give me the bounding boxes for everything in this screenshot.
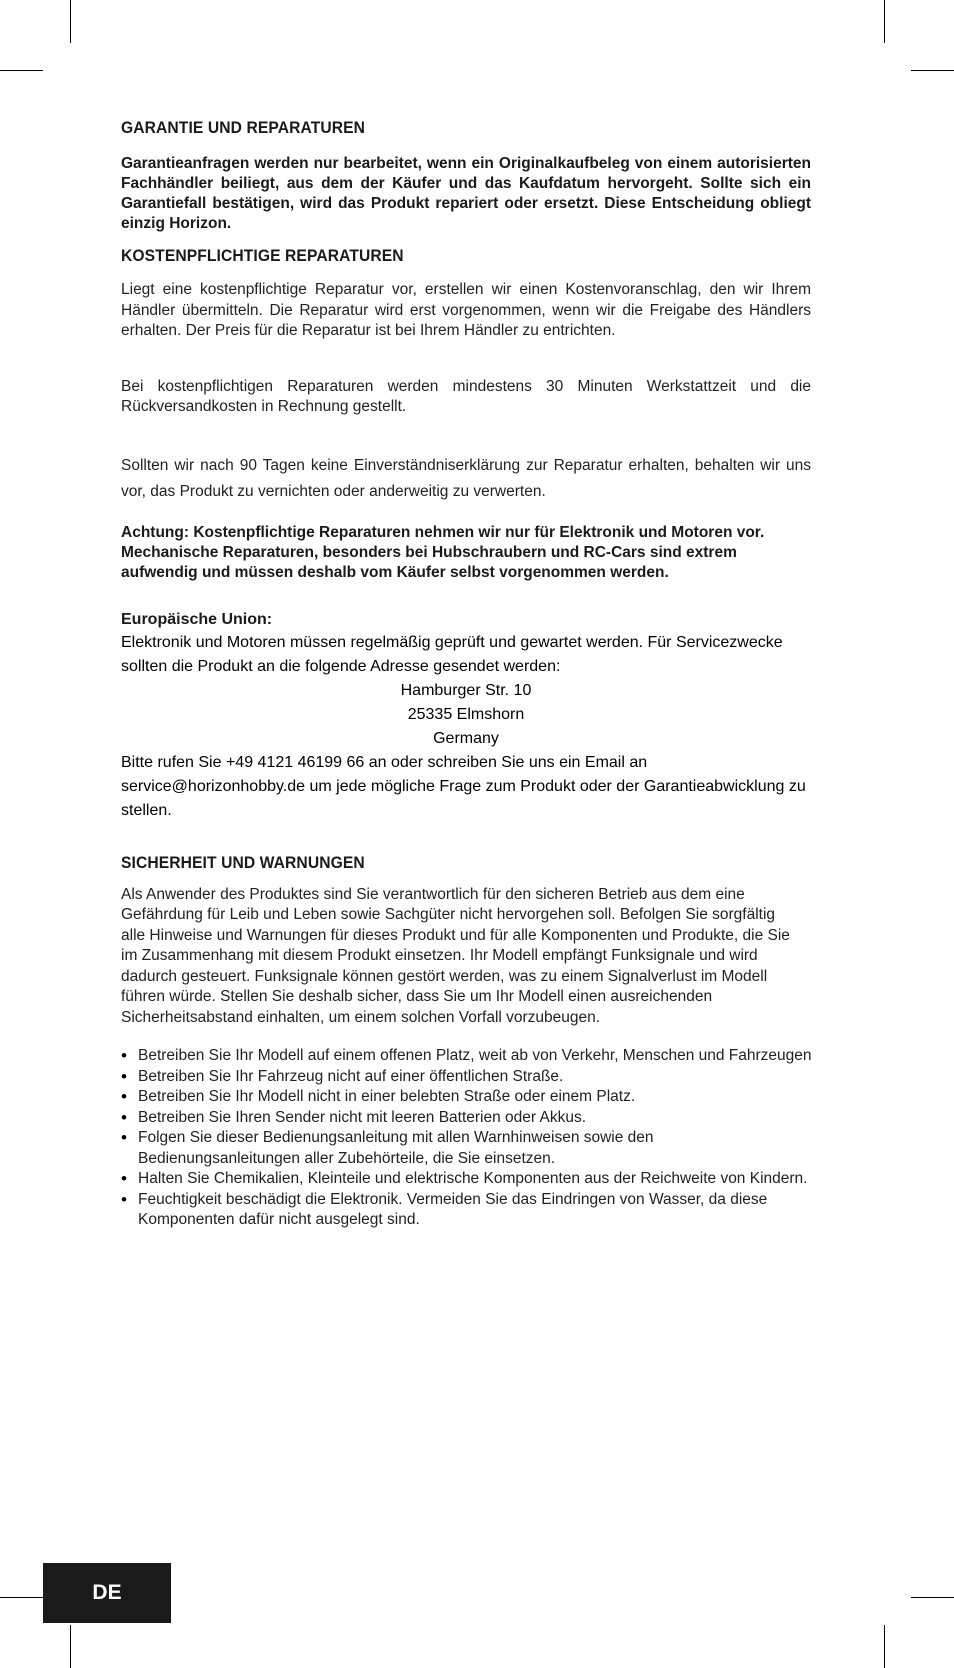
address-country: Germany bbox=[433, 729, 499, 747]
list-item: • Halten Sie Chemikalien, Kleinteile und elektrische Komponenten aus der Reichweite von Kindern. bbox=[121, 1169, 821, 1190]
crop-mark bbox=[70, 0, 71, 43]
address-street: Hamburger Str. 10 bbox=[400, 681, 532, 699]
crop-mark bbox=[884, 1625, 885, 1668]
heading-sicherheit: SICHERHEIT UND WARNUNGEN bbox=[121, 852, 365, 872]
heading-garantie: GARANTIE UND REPARATUREN bbox=[121, 118, 366, 137]
language-badge: DE bbox=[43, 1563, 171, 1623]
heading-kosten: KOSTENPFLICHTIGE REPARATUREN bbox=[121, 246, 404, 265]
crop-mark bbox=[884, 0, 885, 43]
crop-mark bbox=[70, 1625, 71, 1668]
kosten-paragraph-1: Liegt eine kostenpflichtige Reparatur vor, erstellen wir einen Kostenvoranschlag, den wir Ihrem Händler übermitteln. Die Reparatur wird erst vorgenommen, wenn wir die Freigabe des Händlers erhalten. Der Preis für die Reparatur ist bei Ihrem Händler zu entrichten. bbox=[121, 281, 811, 339]
kosten-warning: Achtung: Kostenpflichtige Reparaturen nehmen wir nur für Elektronik und Motoren vor. Mechanische Reparaturen, besonders bei Hubschraubern und RC-Cars sind extrem aufwendig und müssen deshalb vom Käufer selbst vorgenommen werden. bbox=[121, 523, 765, 581]
list-item: • Folgen Sie dieser Bedienungsanleitung mit allen Warnhinweisen sowie den Bedienungsanleitungen aller Zubehörteile, die Sie einsetzen. bbox=[121, 1128, 698, 1169]
crop-mark bbox=[911, 70, 954, 71]
safety-list bbox=[121, 1046, 821, 1231]
crop-mark bbox=[0, 1597, 43, 1598]
list-item: • Betreiben Sie Ihren Sender nicht mit leeren Batterien oder Akkus. bbox=[121, 1108, 821, 1129]
list-item: • Betreiben Sie Ihr Modell auf einem offenen Platz, weit ab von Verkehr, Menschen und Fahrzeugen bbox=[121, 1046, 821, 1067]
crop-mark bbox=[0, 70, 43, 71]
eu-contact: Bitte rufen Sie +49 4121 46199 66 an oder schreiben Sie uns ein Email an service@horizonhobby.de um jede mögliche Frage zum Produkt oder der Garantieabwicklung zu stellen. bbox=[121, 753, 806, 819]
list-item: • Betreiben Sie Ihr Fahrzeug nicht auf einer öffentlichen Straße. bbox=[121, 1067, 821, 1088]
eu-title: Europäische Union: bbox=[121, 610, 273, 628]
kosten-paragraph-2: Bei kostenpflichtigen Reparaturen werden mindestens 30 Minuten Werkstattzeit und die Rückversandkosten in Rechnung gestellt. bbox=[121, 377, 811, 415]
list-item: • Betreiben Sie Ihr Modell nicht in einer belebten Straße oder einem Platz. bbox=[121, 1087, 821, 1108]
kosten-paragraph-3: Sollten wir nach 90 Tagen keine Einverständniserklärung zur Reparatur erhalten, behalten wir uns vor, das Produkt zu vernichten oder anderweitig zu verwerten. bbox=[121, 456, 811, 500]
crop-mark bbox=[911, 1597, 954, 1598]
garantie-text: Garantieanfragen werden nur bearbeitet, wenn ein Originalkaufbeleg von einem autorisierten Fachhändler beiliegt, aus dem der Käufer und das Kaufdatum hervorgeht. Sollte sich ein Garantiefall bestätigen, wird das Produkt repariert oder ersetzt. Diese Entscheidung obliegt einzig Horizon. bbox=[121, 155, 811, 232]
eu-intro: Elektronik und Motoren müssen regelmäßig geprüft und gewartet werden. Für Servicezwecke sollten die Produkt an die folgende Adresse gesendet werden: bbox=[121, 633, 783, 675]
page-content bbox=[121, 118, 811, 1231]
sicherheit-text: Als Anwender des Produktes sind Sie verantwortlich für den sicheren Betrieb aus dem eine Gefährdung für Leib und Leben sowie Sachgüter nicht hervorgehen soll. Befolgen Sie sorgfältig alle Hinweise und Warnungen für dieses Produkt und für alle Komponenten und Produkte, die Sie im Zusammenhang mit diesem Produkt einsetzen. Ihr Modell empfängt Funksignale und wird dadurch gesteuert. Funksignale können gestört werden, was zu einem Signalverlust im Modell führen würde. Stellen Sie deshalb sicher, dass Sie um Ihr Modell einen ausreichenden Sicherheitsabstand einhalten, um einem solchen Vorfall vorzubeugen. bbox=[121, 885, 790, 1026]
address-city: 25335 Elmshorn bbox=[407, 705, 525, 723]
list-item: • Feuchtigkeit beschädigt die Elektronik. Vermeiden Sie das Eindringen von Wasser, da diese Komponenten dafür nicht ausgelegt sind. bbox=[121, 1190, 778, 1231]
